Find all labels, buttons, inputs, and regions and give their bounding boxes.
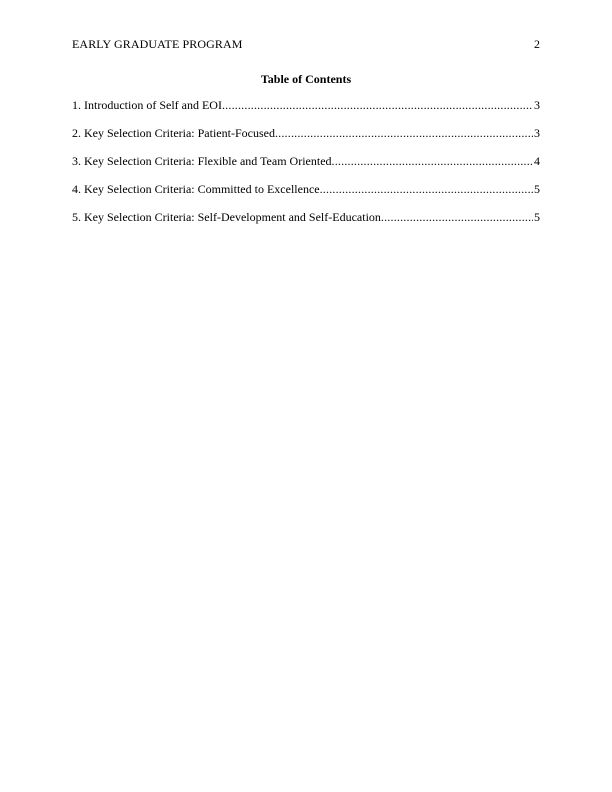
toc-entry[interactable] (72, 209, 540, 237)
toc-entry[interactable] (72, 181, 540, 209)
toc-entry[interactable] (72, 125, 540, 153)
toc-entry-text: 5. Key Selection Criteria: Self-Development and Self-Education (72, 210, 381, 224)
toc-title: Table of Contents (260, 72, 352, 86)
toc-entry-page: 5 (534, 210, 540, 224)
toc-dot-leader (275, 125, 533, 141)
toc-entry-page: 4 (534, 154, 540, 168)
running-head: EARLY GRADUATE PROGRAM (72, 37, 243, 51)
toc-dot-leader (222, 97, 533, 113)
toc-entry[interactable] (72, 97, 540, 125)
toc-entry-text: 4. Key Selection Criteria: Committed to Excellence (72, 182, 320, 196)
toc-dot-leader (381, 209, 533, 225)
toc-dot-leader (320, 181, 533, 197)
toc-entry-text: 3. Key Selection Criteria: Flexible and Team Oriented (72, 154, 332, 168)
toc-entry-text: 1. Introduction of Self and EOI (72, 98, 222, 112)
page-header (72, 36, 540, 52)
toc-entry-text: 2. Key Selection Criteria: Patient-Focused (72, 126, 275, 140)
table-of-contents (72, 97, 540, 237)
toc-entry-page: 3 (534, 98, 540, 112)
toc-entry-page: 5 (534, 182, 540, 196)
toc-dot-leader (332, 153, 533, 169)
toc-entry[interactable] (72, 153, 540, 181)
page-number: 2 (534, 37, 540, 51)
toc-entry-page: 3 (534, 126, 540, 140)
